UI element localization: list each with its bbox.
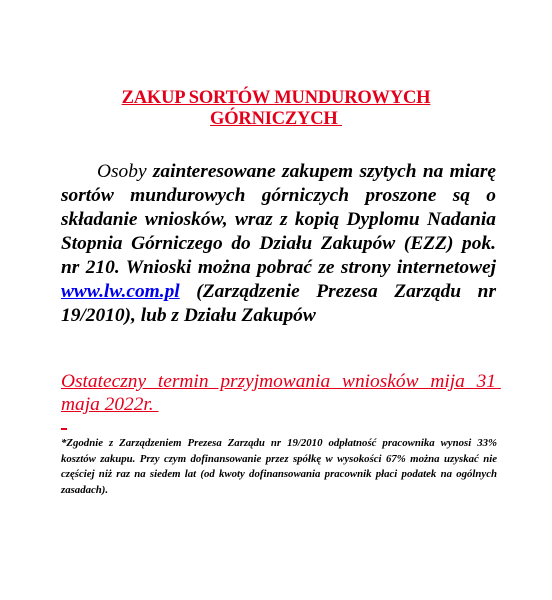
footnote: *Zgodnie z Zarządzeniem Prezesa Zarządu nr 19/2010 odpłatność pracownika wynosi 33% kosztów zakupu. Przy czym dofinansowanie przez spółkę w wysokości 67% można uzyskać nie częściej niż raz na siedem lat (od kwoty dofinansowania pracownik płaci podatek na ogólnych zasadach). (61, 437, 497, 496)
deadline-notice: Ostateczny termin przyjmowania wniosków mija 31 maja 2022r. (61, 371, 501, 415)
paragraph-intro: zainteresowane zakupem szytych na miarę sortów mundurowych górniczych proszone są o składanie wniosków, wraz z kopią Dyplomu Nadania Stopnia Górniczego do Działu Zakupów (EZZ) pok. nr 210. Wnioski można pobrać ze strony internetowej (61, 161, 496, 278)
page-title (60, 88, 492, 130)
announcement-paragraph (61, 160, 496, 328)
footnote-marker (61, 428, 67, 430)
paragraph-closing: (Zarządzenie Prezesa Zarządu nr 19/2010), lub z Działu Zakupów (61, 281, 496, 326)
title-line-1: ZAKUP SORTÓW MUNDUROWYCH (121, 88, 431, 108)
title-line-2: GÓRNICZYCH (210, 109, 342, 129)
paragraph-first-word: Osoby (97, 161, 147, 182)
website-link[interactable]: www.lw.com.pl (61, 281, 180, 302)
